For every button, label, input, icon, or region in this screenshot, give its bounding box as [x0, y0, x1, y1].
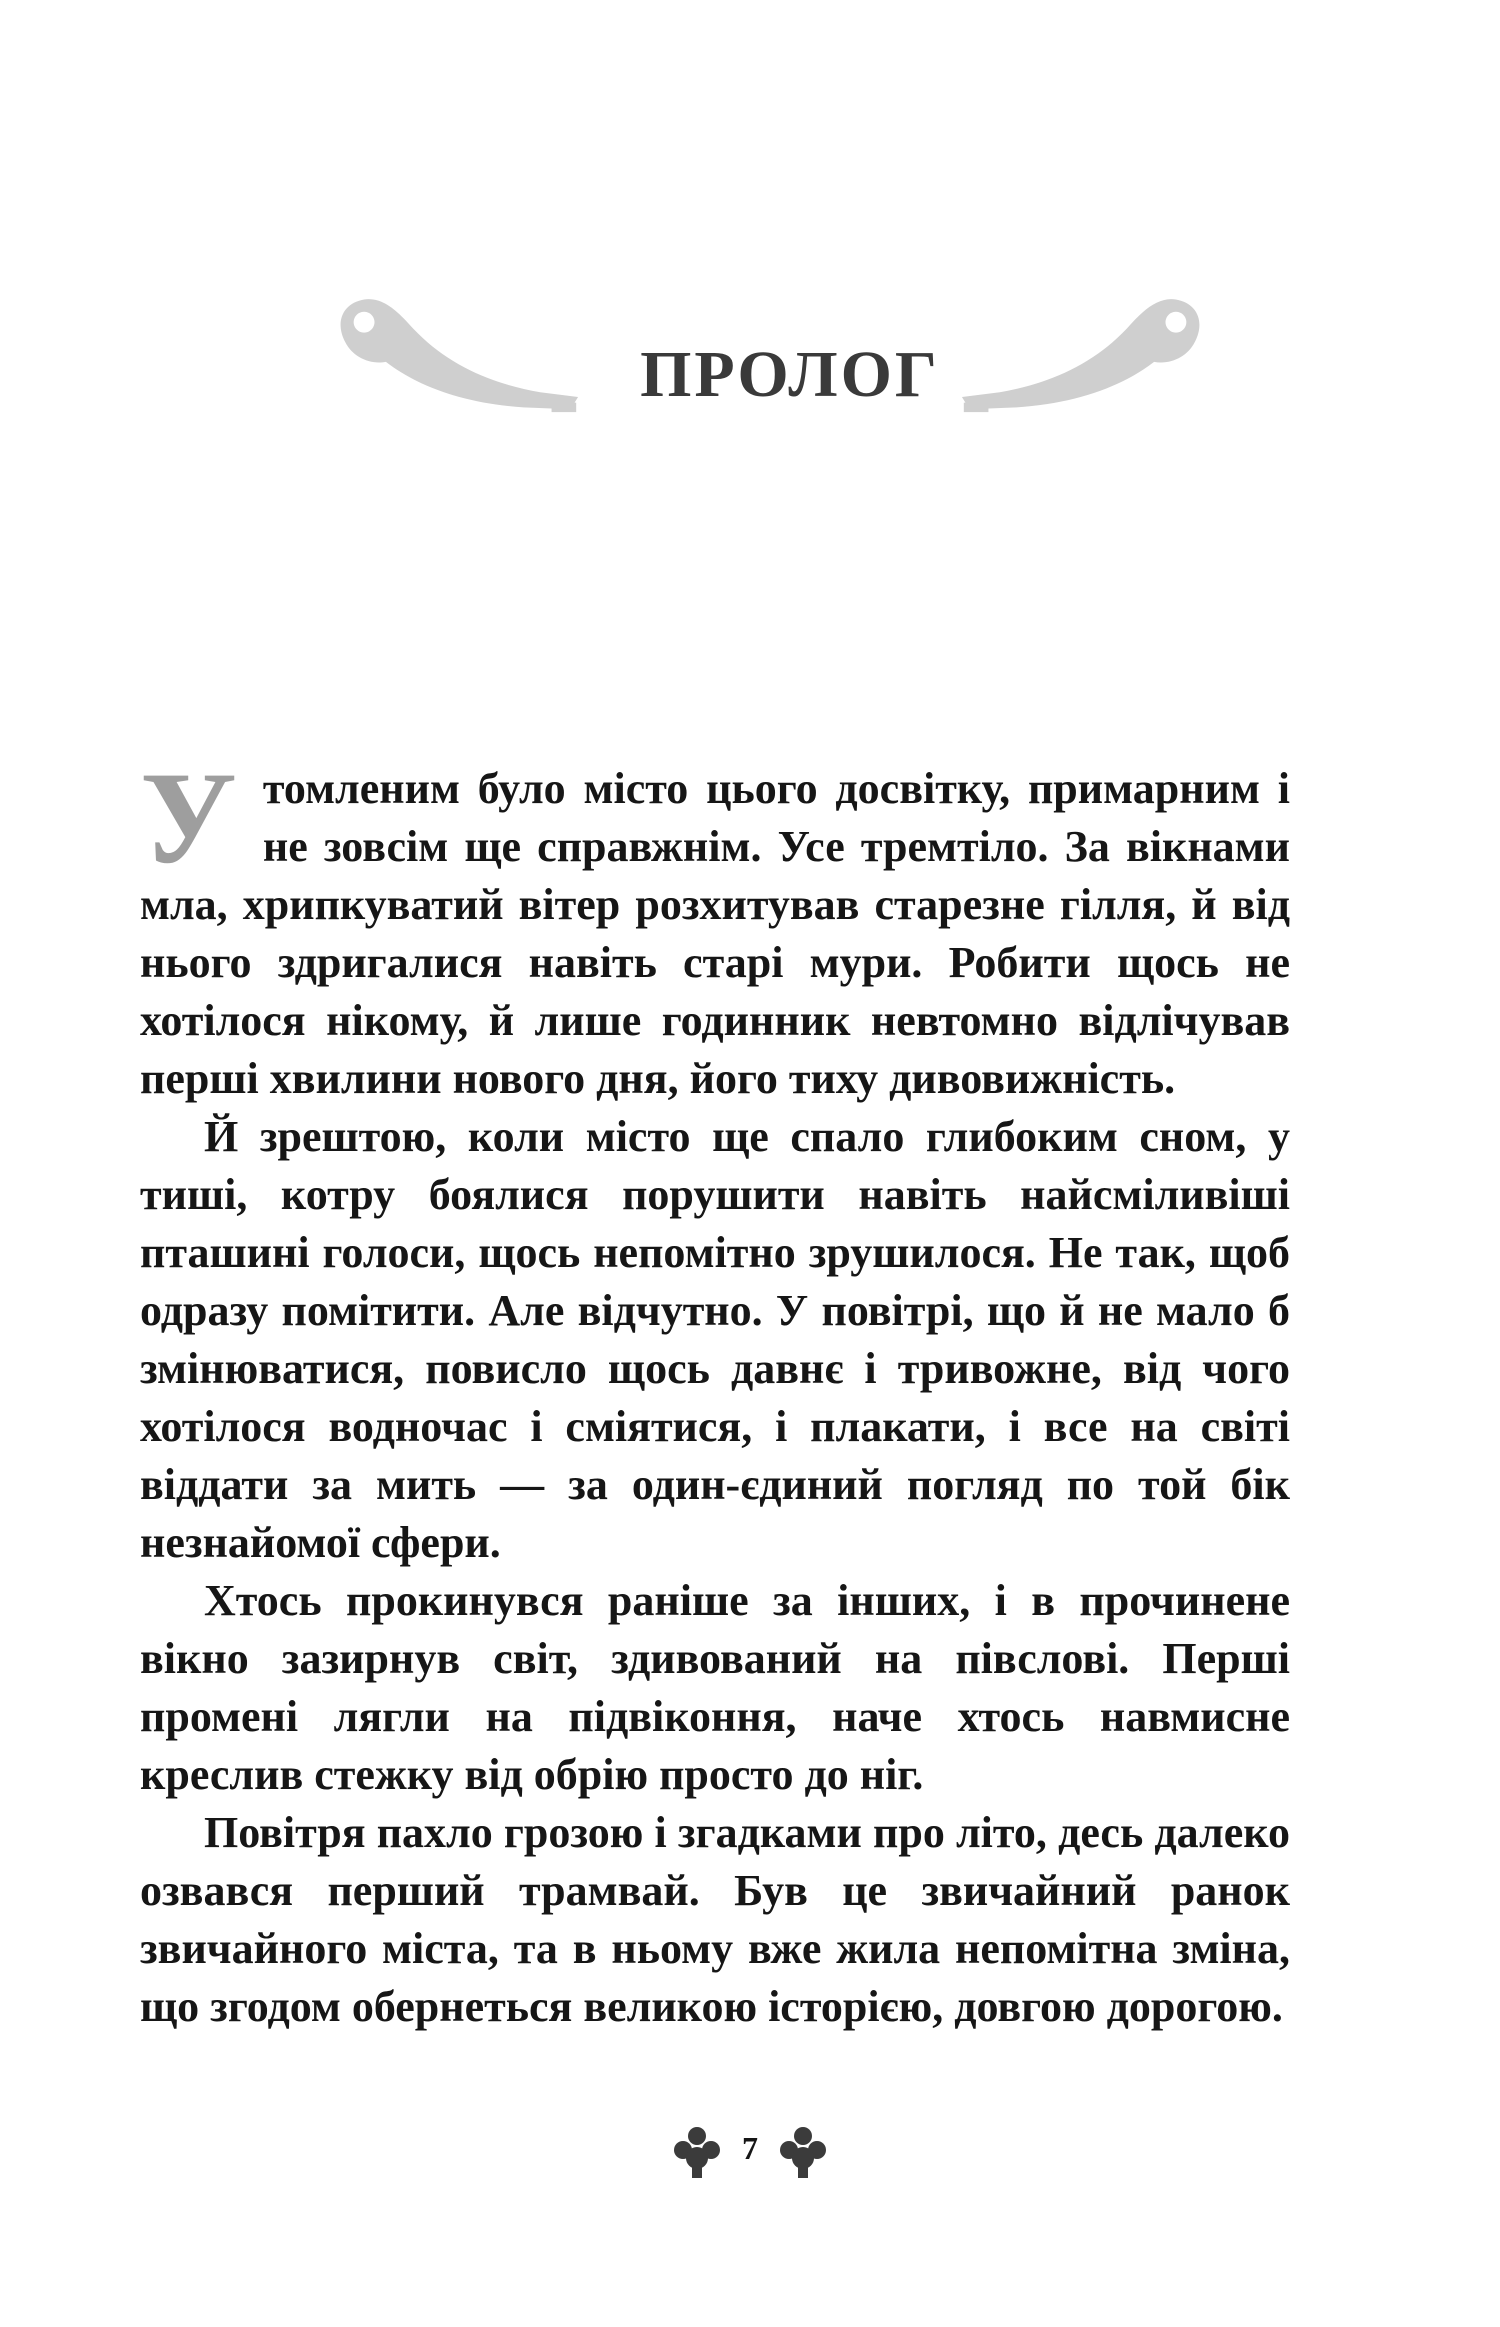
body-paragraph-3 — [140, 1572, 1290, 1804]
footer-rosette-right-icon — [778, 2124, 828, 2180]
paragraph-text: томленим було місто цього досвітку, примарним і не зовсім ще справжнім. Усе тремтіло. За вікнами мла, хрипкуватий вітер розхитував старезне гілля, й від нього здригалися навіть старі мури. Робити щось не хотілося нікому, й лише годинник невтомно відлічував перші хвилини нового дня, його тиху дивовижність. — [140, 764, 1290, 1103]
drop-cap: У — [140, 744, 237, 891]
title-flourish-right-icon — [960, 272, 1210, 414]
chapter-title-band — [0, 272, 1500, 414]
body-text-block — [140, 744, 1290, 2036]
paragraph-text: Хтось прокинувся раніше за інших, і в прочинене вікно зазирнув світ, здивований на півслові. Перші промені лягли на підвіконня, наче хтось навмисне креслив стежку від обрію просто до ніг. — [140, 1576, 1290, 1799]
paragraph-text: Повітря пахло грозою і згадками про літо, десь далеко озвався перший трамвай. Був це звичайний ранок звичайного міста, та в ньому вже жила непомітна зміна, що згодом обернеться великою історією, довгою дорогою. — [140, 1808, 1290, 2031]
paragraph-text: Й зрештою, коли місто ще спало глибоким сном, у тиші, котру боялися порушити навіть найсміливіші пташині голоси, щось непомітно зрушилося. Не так, щоб одразу помітити. Але відчутно. У повітрі, що й не мало б змінюватися, повисло щось давнє і тривожне, від чого хотілося водночас і сміятися, і плакати, і все на світі віддати за мить — за один-єдиний погляд по той бік незнайомої сфери. — [140, 1112, 1290, 1567]
body-paragraph-2 — [140, 1108, 1290, 1572]
page-number: 7 — [742, 2130, 758, 2166]
page-title: ПРОЛОГ — [640, 338, 940, 411]
page-footer — [0, 2124, 1500, 2180]
footer-rosette-left-icon — [672, 2124, 722, 2180]
body-paragraph-1 — [140, 744, 1290, 1108]
title-flourish-left-icon — [290, 272, 620, 414]
body-paragraph-4 — [140, 1804, 1290, 2036]
